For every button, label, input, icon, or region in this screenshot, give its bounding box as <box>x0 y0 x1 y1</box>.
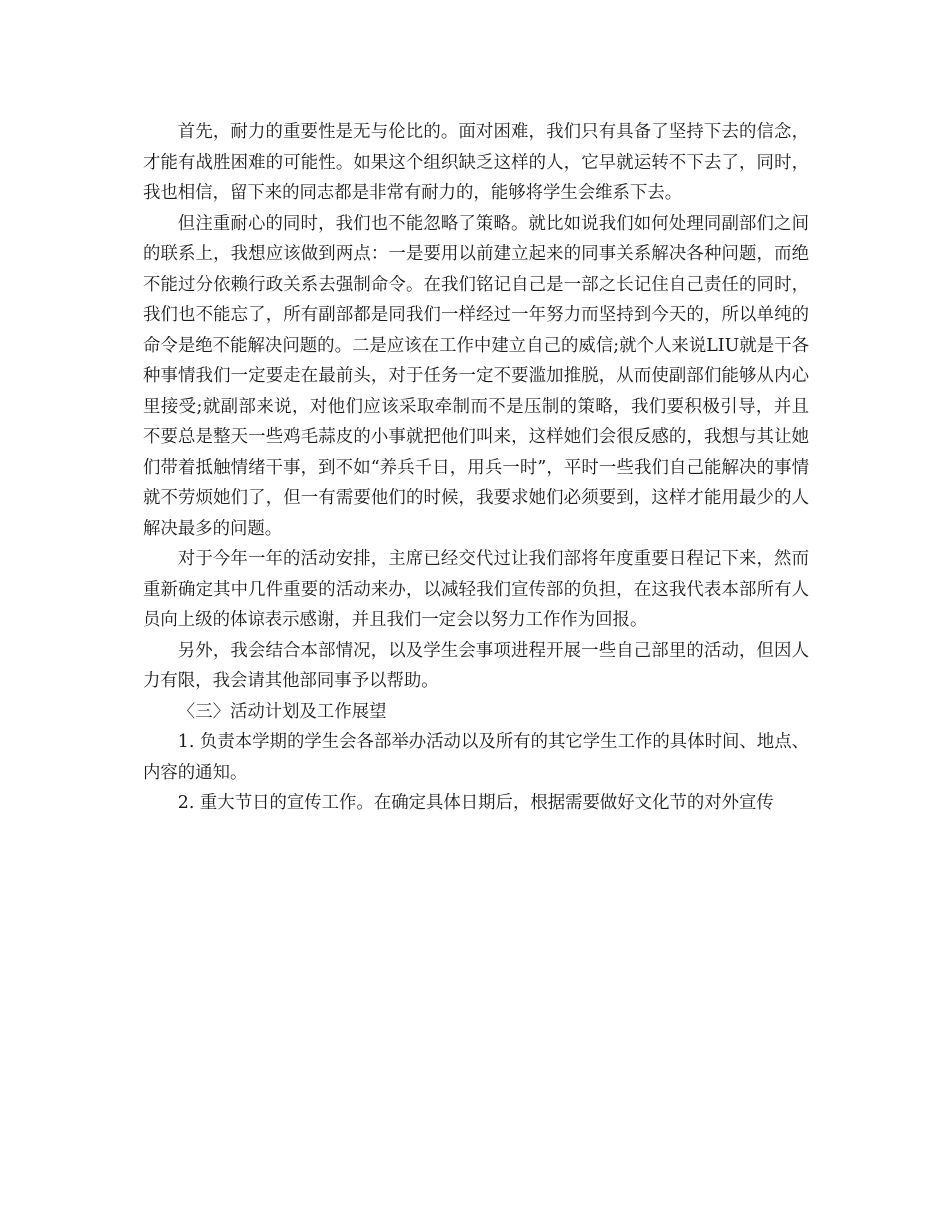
paragraph-department-activities: 另外，我会结合本部情况，以及学生会事项进程开展一些自己部里的活动，但因人力有限，我会请其他部同事予以帮助。 <box>143 640 809 691</box>
document-body <box>143 117 809 819</box>
list-item-2: 2. 重大节日的宣传工作。在确定具体日期后，根据需要做好文化节的对外宣传 <box>177 793 774 813</box>
section-heading-activity-plan: 〈三〉活动计划及工作展望 <box>177 701 387 722</box>
paragraph-strategy: 但注重耐心的同时，我们也不能忽略了策略。就比如说我们如何处理同副部们之间的联系上，我想应该做到两点：一是要用以前建立起来的同事关系解决各种问题，而绝不能过分依赖行政关系去强制命令。在我们铭记自己是一部之长记住自己责任的同时，我们也不能忘了，所有副部都是同我们一样经过一年努力而坚持到今天的，所以单纯的命令是绝不能解决问题的。二是应该在工作中建立自己的威信;就个人来说LIU就是干各种事情我们一定要走在最前头，对于任务一定不要滥加推脱，从而使副部们能够从内心里接受;就副部来说，对他们应该采取牵制而不是压制的策略，我们要积极引导，并且不要总是整天一些鸡毛蒜皮的小事就把他们叫来，这样她们会很反感的，我想与其让她们带着抵触情绪干事，到不如“养兵千日，用兵一时”，平时一些我们自己能解决的事情就不劳烦她们了，但一有需要他们的时候，我要求她们必须要到，这样才能用最少的人解决最多的问题。 <box>143 213 809 539</box>
paragraph-annual-schedule: 对于今年一年的活动安排，主席已经交代过让我们部将年度重要日程记下来，然而重新确定其中几件重要的活动来办，以减轻我们宣传部的负担，在这我代表本部所有人员向上级的体谅表示感谢，并且我们一定会以努力工作作为回报。 <box>143 549 809 630</box>
list-item-1: 1. 负责本学期的学生会各部举办活动以及所有的其它学生工作的具体时间、地点、内容的通知。 <box>143 732 809 783</box>
paragraph-endurance: 首先，耐力的重要性是无与伦比的。面对困难，我们只有具备了坚持下去的信念，才能有战胜困难的可能性。如果这个组织缺乏这样的人，它早就运转不下去了，同时，我也相信，留下来的同志都是非常有耐力的，能够将学生会维系下去。 <box>143 122 809 203</box>
